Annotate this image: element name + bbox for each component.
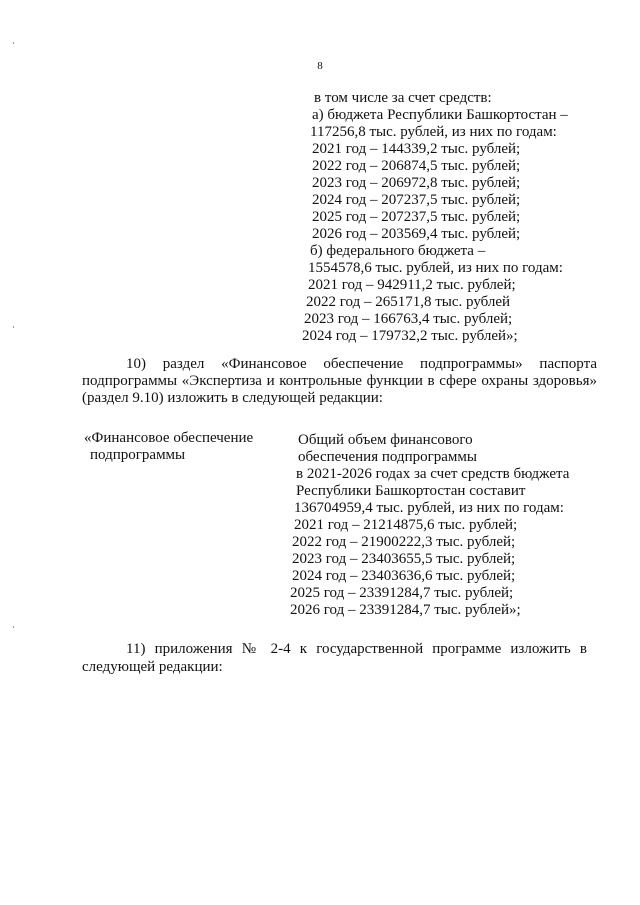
text-line: 2022 год – 265171,8 тыс. рублей <box>306 294 511 310</box>
paragraph-10 <box>82 356 597 407</box>
text-line: Общий объем финансового <box>298 432 473 448</box>
text-line: 2021 год – 144339,2 тыс. рублей; <box>312 141 521 157</box>
financing-label <box>84 430 284 464</box>
text-line: 2023 год – 166763,4 тыс. рублей; <box>304 311 513 327</box>
scan-margin-mark <box>13 42 14 44</box>
financing-block <box>290 432 600 619</box>
text-line: 2023 год – 206972,8 тыс. рублей; <box>312 175 521 191</box>
text-line: 136704959,4 тыс. рублей, из них по годам: <box>294 500 564 516</box>
paragraph-10-text: 10) раздел «Финансовое обеспечение подпрограммы» паспорта подпрограммы «Экспертиза и контрольные функции в сфере охраны здоровья» (раздел 9.10) изложить в следующей редакции: <box>82 356 597 406</box>
text-line: б) федерального бюджета – <box>310 243 486 259</box>
scan-margin-mark <box>13 326 14 328</box>
text-line: 2022 год – 21900222,3 тыс. рублей; <box>292 534 516 550</box>
text-line: обеспечения подпрограммы <box>298 449 477 465</box>
text-line: 117256,8 тыс. рублей, из них по годам: <box>310 124 557 140</box>
text-line: 2024 год – 207237,5 тыс. рублей; <box>312 192 521 208</box>
text-line: 2026 год – 23391284,7 тыс. рублей»; <box>290 602 521 618</box>
text-line: 2021 год – 942911,2 тыс. рублей; <box>308 277 516 293</box>
text-line: 1554578,6 тыс. рублей, из них по годам: <box>308 260 563 276</box>
text-line: 2021 год – 21214875,6 тыс. рублей; <box>294 517 518 533</box>
text-line: 2022 год – 206874,5 тыс. рублей; <box>312 158 521 174</box>
text-line: в 2021-2026 годах за счет средств бюджета <box>296 466 570 482</box>
text-line: в том числе за счет средств: <box>314 90 492 106</box>
paragraph-11 <box>82 640 587 676</box>
text-line: 2025 год – 207237,5 тыс. рублей; <box>312 209 521 225</box>
text-line: 2026 год – 203569,4 тыс. рублей; <box>312 226 521 242</box>
funding-sources-block <box>300 90 600 345</box>
text-line: 2024 год – 23403636,6 тыс. рублей; <box>292 568 516 584</box>
financing-label-line: «Финансовое обеспечение <box>84 430 254 446</box>
text-line: Республики Башкортостан составит <box>296 483 526 499</box>
text-line: 2024 год – 179732,2 тыс. рублей»; <box>302 328 518 344</box>
financing-label-line: подпрограммы <box>90 447 186 463</box>
paragraph-11-text: 11) приложения № 2-4 к государственной программе изложить в следующей редакции: <box>82 641 587 675</box>
text-line: 2025 год – 23391284,7 тыс. рублей; <box>290 585 514 601</box>
scan-margin-mark <box>13 626 14 628</box>
text-line: 2023 год – 23403655,5 тыс. рублей; <box>292 551 516 567</box>
text-line: а) бюджета Республики Башкортостан – <box>312 107 568 123</box>
page-number: 8 <box>317 60 323 72</box>
